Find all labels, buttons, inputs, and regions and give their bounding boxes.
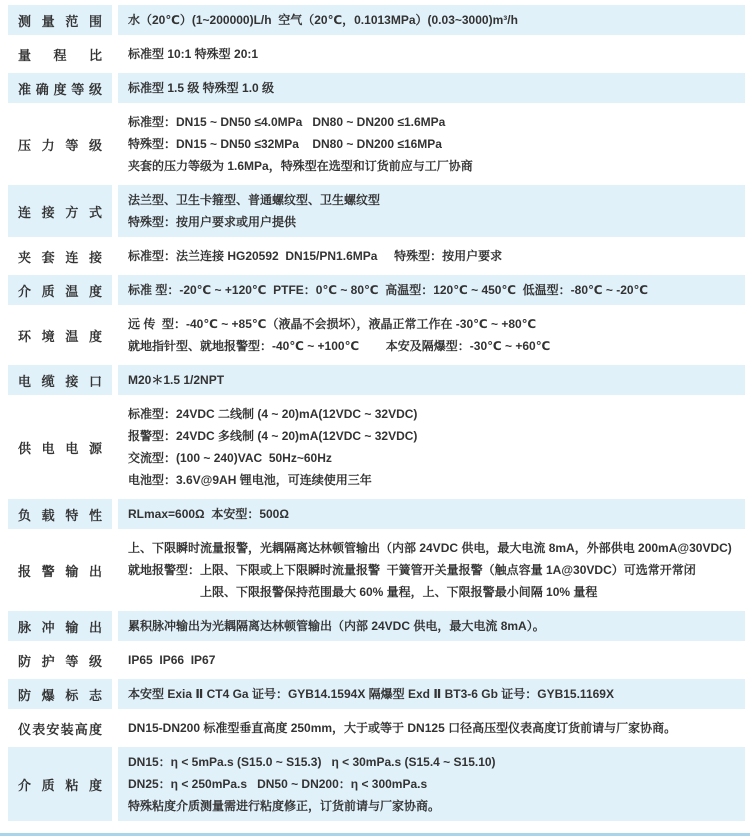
spec-row-label: 防 护 等 级 [18,653,102,669]
spec-value-line: 特殊粘度介质测量需进行粘度修正，订货前请与厂家协商。 [128,799,441,813]
spec-row-label-cell [8,107,112,181]
spec-value-line: M20＊1.5 1/2NPT [128,373,225,387]
spec-row [8,499,745,529]
spec-value-line: 上限、下限报警保持范围最大 60% 量程，上、下限报警最小间隔 10% 量程 [200,585,598,599]
spec-row-label-cell [8,73,112,103]
spec-row-label: 准 确 度 等 级 [18,81,102,97]
spec-row-label-cell [8,399,112,495]
spec-row-label: 电 缆 接 口 [18,373,102,389]
spec-row-value-cell [118,611,745,641]
spec-value-line: DN15：η < 5mPa.s (S15.0 ~ S15.3) η < 30mPa.s (S15.4 ~ S15.10) [128,755,496,769]
spec-row-label: 夹 套 连 接 [18,249,102,265]
spec-row [8,39,745,69]
spec-row-label-cell [8,39,112,69]
spec-row-label-cell [8,185,112,237]
spec-value-line: RLmax=600Ω 本安型：500Ω [128,507,289,521]
spec-row-label-cell [8,275,112,305]
spec-row-label: 连 接 方 式 [18,204,102,220]
spec-row-label: 报 警 输 出 [18,563,102,579]
spec-value-line: 电池型：3.6V@9AH 锂电池，可连续使用三年 [128,473,372,487]
spec-row-label-cell [8,499,112,529]
spec-row-label-cell [8,611,112,641]
spec-value-line: 标准 型：-20℃ ~ +120℃ PTFE：0℃ ~ 80℃ 高温型：120℃ ~ 450℃ 低温型：-80℃ ~ -20℃ [128,283,649,297]
spec-value-line: 标准型：24VDC 二线制 (4 ~ 20)mA(12VDC ~ 32VDC) [128,407,418,421]
spec-value-line: 交流型：(100 ~ 240)VAC 50Hz~60Hz [128,451,332,465]
spec-row-value-cell [118,5,745,35]
spec-row-value-cell [118,747,745,821]
spec-row [8,185,745,237]
spec-value-line: 上、下限瞬时流量报警，光耦隔离达林顿管输出（内部 24VDC 供电，最大电流 8mA，外部供电 200mA@30VDC) [128,541,732,555]
spec-row [8,5,745,35]
spec-value-line: 标准型：DN15 ~ DN50 ≤4.0MPa DN80 ~ DN200 ≤1.6MPa [128,115,446,129]
spec-row-label: 环 境 温 度 [18,328,102,344]
spec-value-line: 夹套的压力等级为 1.6MPa，特殊型在选型和订货前应与工厂协商 [128,159,473,173]
spec-value-line: 水（20℃）(1~200000)L/h 空气（20℃，0.1013MPa）(0.03~3000)m³/h [128,13,518,27]
spec-row-value-cell [118,499,745,529]
spec-row-value-cell [118,713,745,743]
spec-row-label-cell [8,309,112,361]
spec-value-line: 就地报警型：上限、下限或上下限瞬时流量报警 干簧管开关量报警（触点容量 1A@30VDC）可选常开常闭 [128,563,696,577]
spec-row [8,73,745,103]
spec-row-value-cell [118,275,745,305]
spec-row-label: 测 量 范 围 [18,13,102,29]
spec-row-value-cell [118,241,745,271]
spec-row [8,747,745,821]
spec-value-line: DN25：η < 250mPa.s DN50 ~ DN200：η < 300mPa.s [128,777,428,791]
spec-value-line: DN15-DN200 标准型垂直高度 250mm，大于或等于 DN125 口径高压型仪表高度订货前请与厂家协商。 [128,721,677,735]
spec-row-value-cell [118,73,745,103]
spec-row-label-cell [8,365,112,395]
spec-value-line: 报警型：24VDC 多线制 (4 ~ 20)mA(12VDC ~ 32VDC) [128,429,418,443]
spec-row-value-cell [118,533,745,607]
spec-row-value-cell [118,185,745,237]
spec-value-line: 标准型 10:1 特殊型 20:1 [128,47,259,61]
spec-row-label-cell [8,533,112,607]
spec-row-value-cell [118,679,745,709]
spec-row [8,679,745,709]
spec-row [8,365,745,395]
spec-row-value-cell [118,365,745,395]
spec-value-line: 标准型 1.5 级 特殊型 1.0 级 [128,81,275,95]
spec-row-label: 脉 冲 输 出 [18,619,102,635]
spec-value-line: 特殊型：按用户要求或用户提供 [128,215,297,229]
spec-value-line: IP65 IP66 IP67 [128,653,216,667]
spec-row [8,309,745,361]
spec-row [8,241,745,271]
spec-row-label: 防 爆 标 志 [18,687,102,703]
spec-row-value-cell [118,399,745,495]
spec-row-label: 介 质 粘 度 [18,777,102,793]
spec-row-label: 仪表安装高度 [18,721,102,737]
spec-row-value-cell [118,39,745,69]
spec-row [8,611,745,641]
spec-value-line: 特殊型：DN15 ~ DN50 ≤32MPa DN80 ~ DN200 ≤16MPa [128,137,442,151]
spec-value-line: 累积脉冲输出为光耦隔离达林顿管输出（内部 24VDC 供电，最大电流 8mA）。 [128,619,545,633]
spec-row [8,399,745,495]
spec-value-line: 远 传 型：-40℃ ~ +85℃（液晶不会损坏），液晶正常工作在 -30℃ ~ +80℃ [128,317,537,331]
spec-row-label-cell [8,747,112,821]
spec-row [8,645,745,675]
spec-row [8,533,745,607]
spec-value-line: 标准型：法兰连接 HG20592 DN15/PN1.6MPa 特殊型：按用户要求 [128,249,503,263]
spec-row-label-cell [8,679,112,709]
spec-row-label-cell [8,645,112,675]
spec-row-value-cell [118,309,745,361]
spec-row-value-cell [118,645,745,675]
spec-row [8,107,745,181]
spec-value-line: 法兰型、卫生卡箍型、普通螺纹型、卫生螺纹型 [128,193,381,207]
spec-row-label-cell [8,713,112,743]
spec-row-label: 量 程 比 [18,47,102,63]
spec-row-label-cell [8,241,112,271]
spec-row-label-cell [8,5,112,35]
spec-row-label: 负 载 特 性 [18,507,102,523]
spec-row-label: 供 电 电 源 [18,440,102,456]
spec-row-label: 介 质 温 度 [18,283,102,299]
spec-value-line: 本安型 Exia Ⅱ CT4 Ga 证号：GYB14.1594X 隔爆型 Exd Ⅱ BT3-6 Gb 证号：GYB15.1169X [128,687,614,701]
spec-row-value-cell [118,107,745,181]
spec-row [8,713,745,743]
spec-value-line: 就地指针型、就地报警型：-40℃ ~ +100℃ 本安及隔爆型：-30℃ ~ +60℃ [128,339,551,353]
spec-row [8,275,745,305]
spec-row-label: 压 力 等 级 [18,137,102,153]
